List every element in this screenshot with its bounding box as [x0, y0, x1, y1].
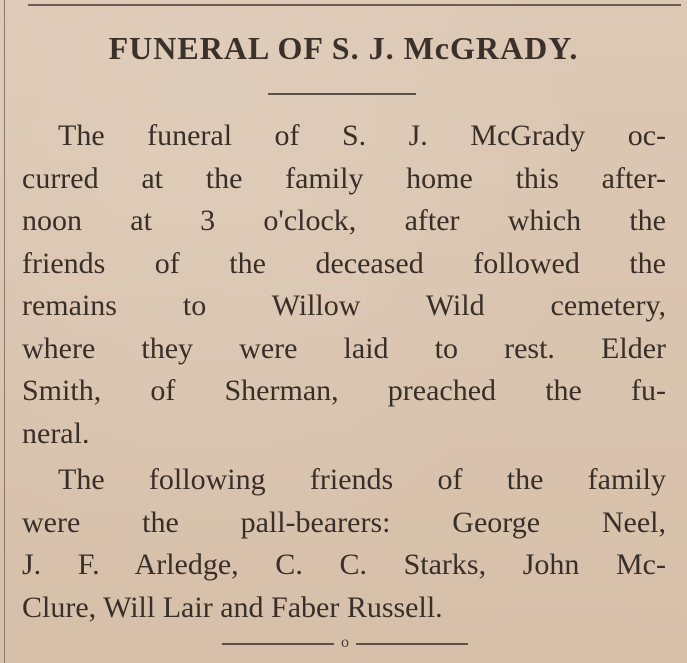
text-line: friends of the deceased followed the — [22, 246, 666, 280]
headline-rule — [268, 93, 416, 95]
text-line: remains to Willow Wild cemetery, — [22, 289, 666, 322]
text-line: Clure, Will Lair and Faber Russell. — [22, 590, 443, 624]
top-rule — [28, 4, 681, 6]
end-mark-glyph: o — [341, 634, 349, 651]
text-line: neral. — [22, 416, 90, 450]
end-rule-left — [222, 643, 334, 645]
text-line: noon at 3 o'clock, after which the — [22, 204, 666, 237]
text-line: J. F. Arledge, C. C. Starks, John Mc- — [22, 548, 666, 581]
text-line: Smith, of Sherman, preached the fu- — [22, 374, 666, 407]
column-edge — [4, 0, 5, 663]
headline: FUNERAL OF S. J. McGRADY. — [108, 30, 579, 66]
text-line: curred at the family home this after- — [22, 161, 666, 195]
article-body — [22, 115, 666, 629]
end-of-article-mark — [222, 633, 468, 653]
text-line: The following friends of the family — [58, 463, 666, 496]
text-line: The funeral of S. J. McGrady oc- — [58, 119, 666, 152]
text-line: were the pall-bearers: George Neel, — [22, 505, 666, 539]
text-line: where they were laid to rest. Elder — [22, 331, 666, 365]
paragraph-1 — [22, 115, 666, 455]
end-rule-right — [356, 643, 468, 645]
paragraph-2 — [22, 459, 666, 629]
